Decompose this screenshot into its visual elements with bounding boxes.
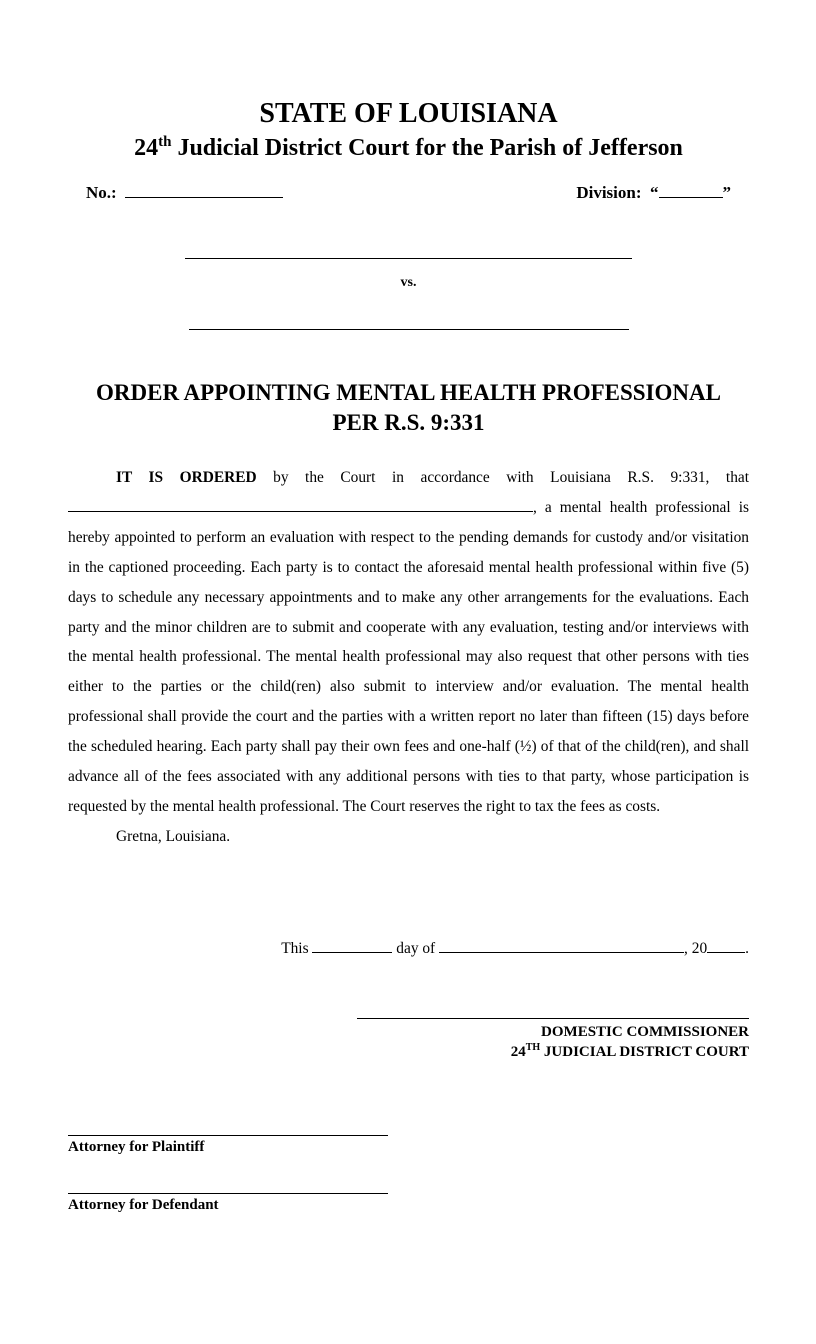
sig-court-suffix: TH [525, 1042, 541, 1053]
commissioner-title: DOMESTIC COMMISSIONER [541, 1024, 749, 1040]
court-number: 24 [134, 135, 159, 161]
division-label: Division: [576, 183, 642, 202]
open-quote: “ [650, 183, 659, 202]
document-page [68, 0, 749, 1344]
state-heading: STATE OF LOUISIANA [259, 98, 558, 129]
location-line: Gretna, Louisiana. [116, 827, 231, 845]
commissioner-signature-line[interactable] [357, 1018, 749, 1019]
order-title-line-2: PER R.S. 9:331 [332, 410, 485, 435]
defendant-attorney-signature-line[interactable] [68, 1193, 388, 1194]
plaintiff-attorney-signature-line[interactable] [68, 1135, 388, 1136]
order-body [68, 463, 749, 852]
court-signature-title [511, 1042, 749, 1062]
plaintiff-name-line[interactable] [185, 258, 632, 259]
sig-court-name: JUDICIAL DISTRICT COURT [540, 1044, 749, 1060]
day-of-label: day of [396, 940, 436, 957]
case-number-blank[interactable] [125, 183, 283, 198]
order-title [68, 378, 749, 438]
case-number-label: No.: [86, 183, 117, 202]
day-blank[interactable] [312, 940, 392, 953]
court-name: Judicial District Court for the Parish of Jefferson [171, 135, 683, 161]
professional-name-blank[interactable] [68, 497, 533, 512]
year-prefix: , 20 [684, 940, 708, 957]
plaintiff-attorney-label: Attorney for Plaintiff [68, 1139, 205, 1155]
ordered-phrase: IT IS ORDERED [116, 469, 257, 486]
case-number-field [86, 183, 283, 203]
court-heading [68, 133, 749, 163]
order-intro: by the Court in accordance with Louisiana R.S. 9:331, that [256, 469, 749, 486]
defendant-attorney-label: Attorney for Defendant [68, 1197, 219, 1213]
order-title-line-1: ORDER APPOINTING MENTAL HEALTH PROFESSIONAL [96, 380, 721, 405]
year-blank[interactable] [707, 940, 745, 953]
court-ordinal-suffix: th [158, 134, 172, 150]
division-field [576, 183, 731, 203]
defendant-name-line[interactable] [189, 329, 629, 330]
close-quote: ” [722, 183, 731, 202]
this-label: This [281, 940, 309, 957]
versus-label: vs. [400, 275, 417, 290]
order-paragraph [68, 463, 749, 822]
division-blank[interactable] [659, 183, 723, 198]
month-blank[interactable] [439, 940, 684, 953]
date-line [281, 940, 749, 958]
sig-court-number: 24 [510, 1044, 526, 1060]
date-period: . [745, 940, 749, 957]
order-text: , a mental health professional is hereby appointed to perform an evaluation with respect to the pending demands for custody and/or visitation in the captioned proceeding. Each party is to contact the aforesaid mental health professional within five (5) days to schedule any necessary appointments and to make any other arrangements for the evaluations. Each party and the minor children are to submit and cooperate with any evaluation, testing and/or interviews with the mental health professional. The mental health professional may also request that other persons with ties either to the parties or the child(ren) also submit to interview and/or evaluation. The mental health professional shall provide the court and the parties with a written report no later than fifteen (15) days before the scheduled hearing. Each party shall pay their own fees and one-half (½) of that of the child(ren), and shall advance all of the fees associated with any additional persons with ties to that party, whose participation is requested by the mental health professional. The Court reserves the right to tax the fees as costs. [68, 498, 749, 815]
